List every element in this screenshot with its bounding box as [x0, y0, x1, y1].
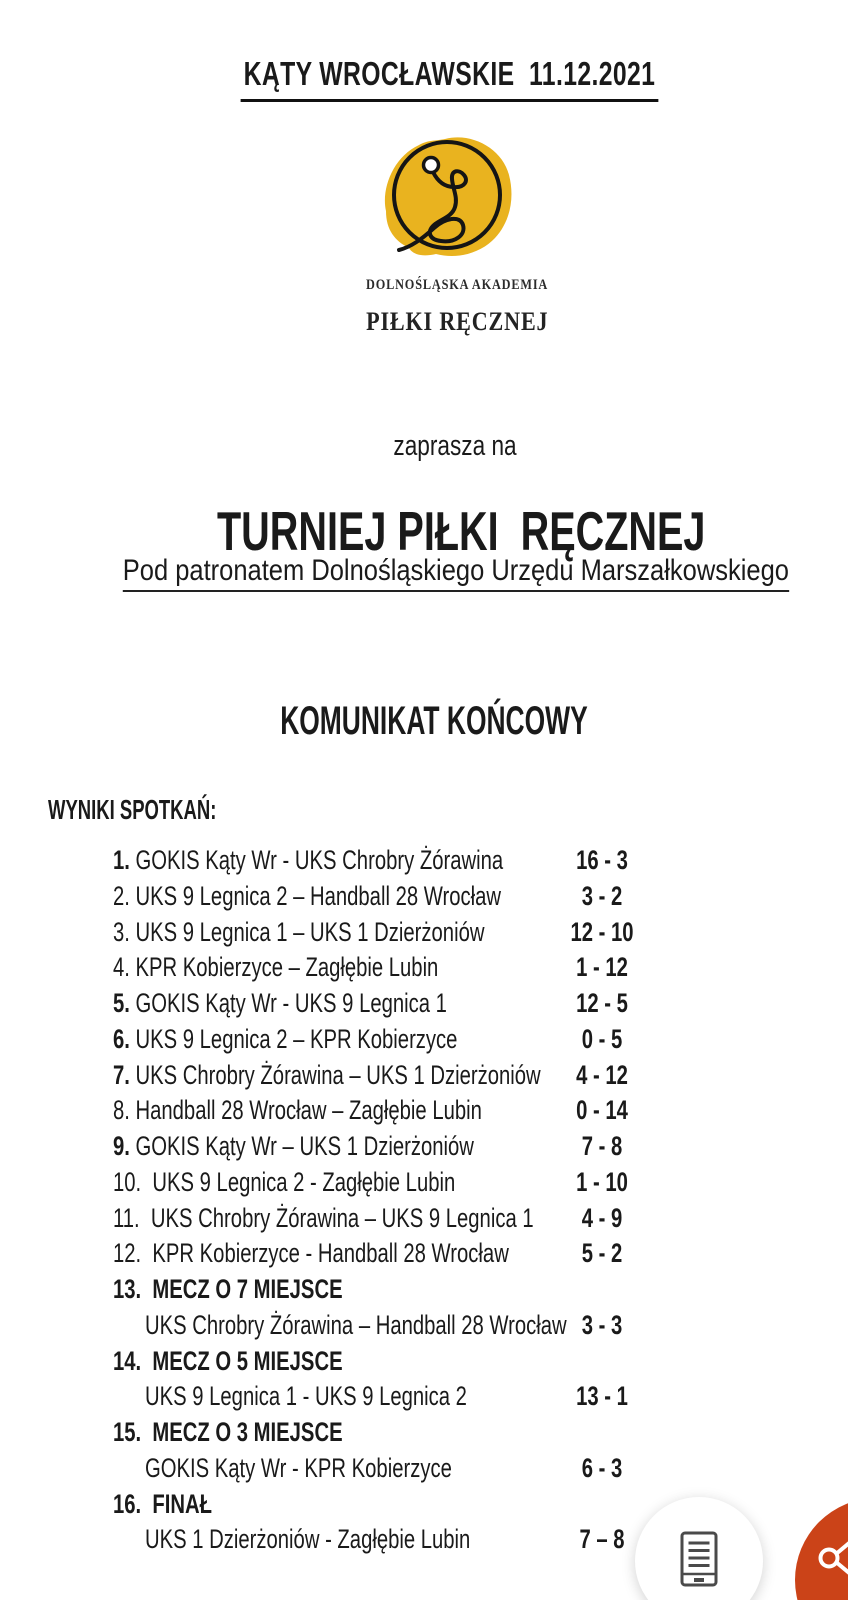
match-score: 4 - 9 [581, 1202, 623, 1233]
result-row [0, 843, 848, 879]
result-row [0, 1415, 848, 1451]
match-score: 1 - 10 [576, 1166, 628, 1197]
org-name-line1: DOLNOŚLĄSKA AKADEMIA [365, 277, 549, 293]
match-teams: GOKIS Kąty Wr - UKS Chrobry Żórawina [135, 845, 504, 875]
match-teams: MECZ O 5 MIEJSCE [152, 1345, 343, 1376]
match-teams: UKS 9 Legnica 2 - Zagłębie Lubin [152, 1166, 456, 1197]
results-list [0, 843, 848, 1558]
match-teams: GOKIS Kąty Wr - KPR Kobierzyce [145, 1452, 452, 1483]
match-text [113, 986, 447, 1022]
match-number: 2. [113, 880, 136, 911]
match-teams: MECZ O 7 MIEJSCE [152, 1274, 343, 1304]
match-teams: FINAŁ [152, 1488, 213, 1519]
match-teams: KPR Kobierzyce - Handball 28 Wrocław [152, 1238, 509, 1269]
match-text [113, 1058, 541, 1094]
match-text [113, 1236, 509, 1272]
match-score: 4 - 12 [576, 1059, 628, 1090]
match-number: 12. [113, 1238, 153, 1269]
match-score: 7 – 8 [579, 1524, 625, 1555]
match-score: 12 - 5 [576, 988, 628, 1018]
match-teams: UKS 1 Dzierżoniów - Zagłębie Lubin [145, 1524, 471, 1555]
match-number: 14. [113, 1345, 153, 1376]
handball-academy-logo [383, 137, 515, 259]
result-row [0, 1201, 848, 1237]
match-text [113, 879, 501, 915]
result-row [0, 1093, 848, 1129]
result-row [0, 879, 848, 915]
match-teams: UKS 9 Legnica 2 – KPR Kobierzyce [135, 1023, 458, 1054]
match-text [113, 915, 484, 951]
match-score: 13 - 1 [576, 1381, 628, 1412]
result-row [0, 1451, 848, 1487]
match-text [113, 1093, 482, 1129]
match-text [145, 1451, 452, 1487]
match-teams: GOKIS Kąty Wr – UKS 1 Dzierżoniów [135, 1131, 474, 1161]
match-score: 6 - 3 [581, 1452, 623, 1483]
match-score: 0 - 5 [581, 1023, 623, 1054]
match-teams: GOKIS Kąty Wr - UKS 9 Legnica 1 [135, 988, 447, 1018]
invite-lead: zaprasza na [393, 430, 517, 462]
document-reader-icon [680, 1531, 718, 1587]
org-name-line2: PIŁKI RĘCZNEJ [365, 307, 549, 336]
match-text [113, 1415, 343, 1451]
match-text [113, 1165, 455, 1201]
result-row [0, 950, 848, 986]
match-teams: UKS 9 Legnica 1 – UKS 1 Dzierżoniów [135, 916, 485, 947]
match-number: 13. [113, 1274, 153, 1304]
match-number: 15. [113, 1417, 153, 1447]
match-teams: UKS 9 Legnica 1 - UKS 9 Legnica 2 [145, 1381, 467, 1412]
match-text [113, 843, 503, 879]
match-text [113, 1344, 343, 1380]
result-row [0, 1129, 848, 1165]
match-text [113, 1487, 212, 1523]
match-score: 0 - 14 [576, 1095, 628, 1126]
document-title-line [0, 14, 848, 142]
match-number: 6. [113, 1023, 136, 1054]
logo-caption-line2-wrap [0, 274, 848, 374]
match-score: 3 - 2 [581, 880, 623, 911]
match-text [113, 1022, 457, 1058]
result-row [0, 915, 848, 951]
match-number: 11. [113, 1202, 151, 1233]
match-score: 3 - 3 [581, 1309, 623, 1340]
match-score: 5 - 2 [581, 1238, 623, 1269]
match-number: 4. [113, 952, 136, 983]
match-text [113, 1272, 343, 1308]
logo-ball [424, 158, 439, 173]
match-teams: UKS Chrobry Żórawina – Handball 28 Wrocław [145, 1309, 567, 1340]
match-number: 1. [113, 845, 136, 875]
match-score: 1 - 12 [576, 952, 628, 983]
match-text [145, 1308, 567, 1344]
result-row [0, 1236, 848, 1272]
results-heading: WYNIKI SPOTKAŃ: [47, 794, 217, 825]
match-number: 3. [113, 916, 136, 947]
result-row [0, 1379, 848, 1415]
match-score: 12 - 10 [570, 916, 634, 947]
result-row [0, 1022, 848, 1058]
patronage-line: Pod patronatem Dolnośląskiego Urzędu Marszałkowskiego [123, 554, 789, 592]
share-icon [815, 1518, 848, 1598]
communique-title: KOMUNIKAT KOŃCOWY [280, 699, 588, 743]
match-number: 9. [113, 1131, 136, 1161]
match-number: 7. [113, 1059, 136, 1090]
match-number: 16. [113, 1488, 153, 1519]
match-text [145, 1379, 467, 1415]
logo-blob [385, 137, 512, 256]
match-teams: UKS Chrobry Żórawina – UKS 1 Dzierżoniów [135, 1059, 541, 1090]
result-row [0, 1165, 848, 1201]
match-teams: KPR Kobierzyce – Zagłębie Lubin [135, 952, 439, 983]
match-teams: UKS 9 Legnica 2 – Handball 28 Wrocław [135, 880, 501, 911]
match-text [113, 950, 438, 986]
match-teams: MECZ O 3 MIEJSCE [152, 1417, 343, 1447]
match-score: 7 - 8 [581, 1131, 623, 1161]
match-number: 8. [113, 1095, 136, 1126]
match-number: 5. [113, 988, 136, 1018]
match-text [145, 1522, 470, 1558]
match-score: 16 - 3 [576, 845, 628, 875]
handball-logo-icon [383, 137, 515, 259]
result-row [0, 986, 848, 1022]
patronage-line-wrap [0, 520, 848, 627]
result-row [0, 1058, 848, 1094]
match-text [113, 1129, 474, 1165]
document-title: KĄTY WROCŁAWSKIE 11.12.2021 [241, 54, 659, 102]
match-teams: Handball 28 Wrocław – Zagłębie Lubin [135, 1095, 482, 1126]
result-row [0, 1272, 848, 1308]
match-text [113, 1201, 534, 1237]
result-row [0, 1308, 848, 1344]
match-number: 10. [113, 1166, 153, 1197]
match-teams: UKS Chrobry Żórawina – UKS 9 Legnica 1 [150, 1202, 534, 1233]
result-row [0, 1344, 848, 1380]
tournament-title: TURNIEJ PIŁKI RĘCZNEJ [216, 500, 706, 562]
